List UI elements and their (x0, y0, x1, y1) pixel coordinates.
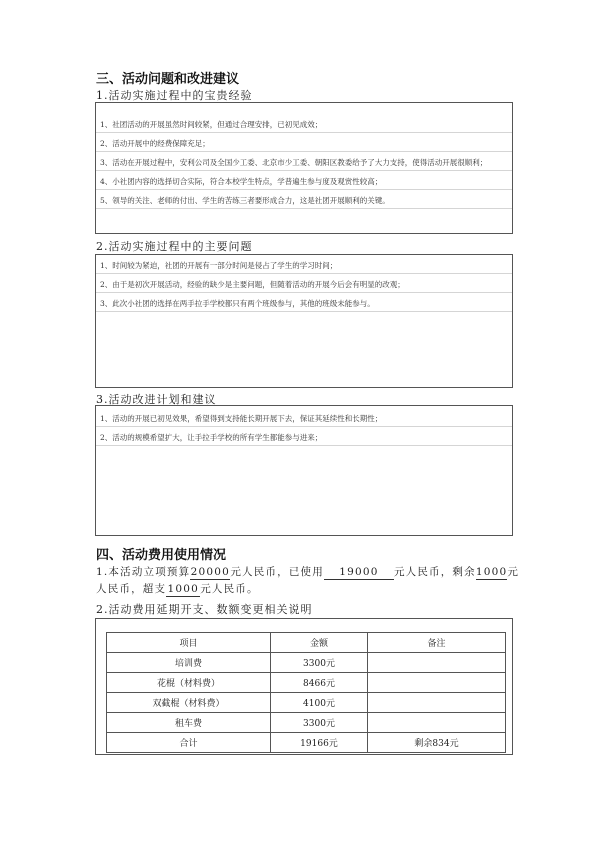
problems-item-1: 1、时间较为紧迫，社团的开展有一部分时间是侵占了学生的学习时间； (96, 258, 512, 274)
plan-item-1: 1、活动的开展已初见效果，希望得到支持能长期开展下去，保证其延续性和长期性； (96, 411, 512, 427)
row-amount: 8466元 (271, 673, 368, 693)
expense-table (106, 632, 506, 753)
total-note: 剩余834元 (368, 733, 506, 753)
budget-text-5: 人民币，超支 (96, 583, 167, 595)
header-note: 备注 (368, 633, 506, 653)
header-amount: 金额 (271, 633, 368, 653)
budget-text-2: 元人民币，已使用 (230, 566, 324, 578)
total-amount: 19166元 (271, 733, 368, 753)
budget-text-6: 元人民币。 (200, 583, 259, 595)
experience-item-5: 5、领导的关注、老师的付出、学生的苦练三者要形成合力，这是社团开展顺利的关键。 (96, 193, 512, 209)
problems-box (95, 254, 513, 388)
used-amount: 19000 (324, 566, 394, 580)
over-amount: 1000 (167, 583, 199, 595)
section-3-heading: 三、活动问题和改进建议 (96, 72, 240, 87)
table-row (107, 693, 506, 713)
row-note (368, 673, 506, 693)
experience-item-1: 1、社团活动的开展虽然时间较紧，但通过合理安排，已初见成效； (96, 117, 512, 133)
budget-text-3: 元人民币，剩余 (393, 566, 476, 578)
budget-text-1: 1.本活动立项预算 (96, 566, 191, 578)
row-note (368, 693, 506, 713)
problems-title: 2.活动实施过程中的主要问题 (96, 240, 253, 253)
table-row (107, 713, 506, 733)
row-item: 培训费 (107, 653, 271, 673)
budget-line-2 (96, 581, 259, 597)
experience-item-2: 2、活动开展中的经费保障充足； (96, 136, 512, 152)
plan-box (95, 405, 513, 536)
experience-box (95, 102, 513, 234)
experience-item-4: 4、小社团内容的选择切合实际，符合本校学生特点，学普遍生参与度及观赏性较高； (96, 174, 512, 190)
table-row (107, 673, 506, 693)
row-amount: 3300元 (271, 713, 368, 733)
total-label: 合计 (107, 733, 271, 753)
expense-title: 2.活动费用延期开支、数额变更相关说明 (96, 603, 313, 616)
remain-amount: 1000 (475, 566, 508, 578)
table-header-row (107, 633, 506, 653)
problems-item-3: 3、此次小社团的选择在两手拉手学校都只有两个班级参与，其他的班级未能参与。 (96, 296, 512, 312)
row-item: 花棍（材料费） (107, 673, 271, 693)
row-item: 双截棍（材料费） (107, 693, 271, 713)
experience-title: 1.活动实施过程中的宝贵经验 (96, 89, 253, 102)
table-row (107, 653, 506, 673)
section-4-heading: 四、活动费用使用情况 (96, 548, 227, 563)
problems-item-2: 2、由于是初次开展活动，经验的缺少是主要问题，但随着活动的开展今后会有明显的改观； (96, 277, 512, 293)
plan-title: 3.活动改进计划和建议 (96, 393, 217, 406)
budget-text-4: 元 (507, 566, 520, 578)
header-item: 项目 (107, 633, 271, 653)
expense-box (95, 618, 513, 755)
experience-item-3: 3、活动在开展过程中，安利公司及全国少工委、北京市少工委、朝阳区教委给予了大力支持，使得活动开展很顺利； (96, 155, 512, 171)
table-total-row (107, 733, 506, 753)
plan-item-2: 2、活动的规模希望扩大，让手拉手学校的所有学生都能参与进来； (96, 430, 512, 446)
row-item: 租车费 (107, 713, 271, 733)
budget-line-1 (96, 564, 519, 580)
row-amount: 3300元 (271, 653, 368, 673)
row-note (368, 653, 506, 673)
row-note (368, 713, 506, 733)
row-amount: 4100元 (271, 693, 368, 713)
budget-amount: 20000 (190, 566, 231, 578)
